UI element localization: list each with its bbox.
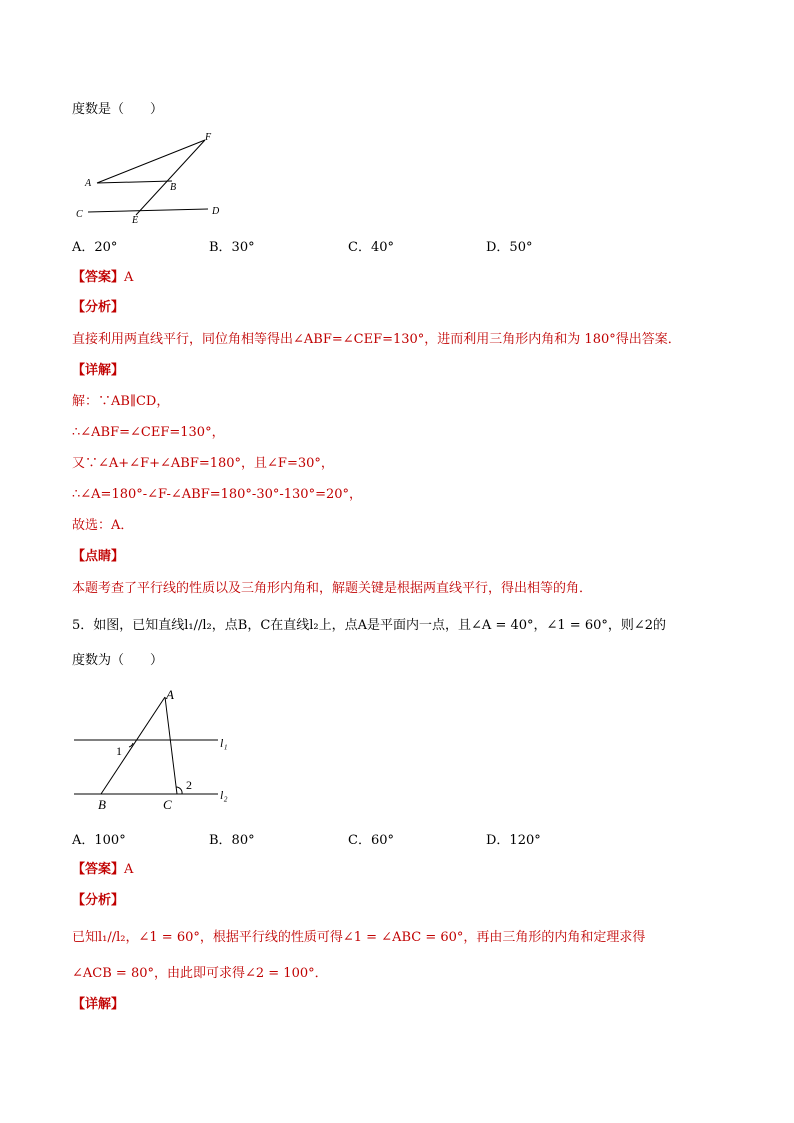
answer-value: A xyxy=(124,862,134,877)
answer-tag: 【答案】 xyxy=(72,270,125,285)
q4-option-d: D．50° xyxy=(486,240,533,255)
detail-line: 又∵∠A+∠F+∠ABF=180°，且∠F=30°， xyxy=(72,456,334,471)
q4-option-c: C．40° xyxy=(348,240,394,255)
label-e: E xyxy=(132,215,139,224)
answer-value: A xyxy=(124,270,134,285)
label-2: 2 xyxy=(186,778,192,792)
label-a: A xyxy=(85,178,92,189)
label-c: C xyxy=(163,797,172,812)
q5-figure xyxy=(72,683,242,815)
q5-option-a: A．100° xyxy=(72,833,126,848)
label-b: B xyxy=(98,797,106,812)
detail-tag: 【详解】 xyxy=(72,363,125,378)
label-1: 1 xyxy=(116,744,122,758)
q5-stem-line1: 5．如图，已知直线l₁//l₂，点B，C在直线l₂上，点A是平面内一点，且∠A = 40°，∠1 = 60°，则∠2的 xyxy=(72,618,667,633)
q5-option-d: D．120° xyxy=(486,833,541,848)
q4-answer-row xyxy=(72,269,133,287)
detail-line: ∴∠A=180°-∠F-∠ABF=180°-30°-130°=20°， xyxy=(72,487,363,502)
line-ac xyxy=(165,697,177,794)
q4-option-b: B．30° xyxy=(209,240,255,255)
q5-analysis-line2: ∠ACB = 80°，由此即可求得∠2 = 100°． xyxy=(72,966,328,981)
detail-line: 故选：A． xyxy=(72,518,134,533)
q4-comment: 本题考查了平行线的性质以及三角形内角和，解题关键是根据两直线平行，得出相等的角． xyxy=(72,581,593,596)
q5-option-c: C．60° xyxy=(348,833,394,848)
label-c: C xyxy=(76,209,83,220)
label-b: B xyxy=(170,182,177,193)
line-ab xyxy=(97,181,172,183)
detail-tag: 【详解】 xyxy=(72,997,125,1012)
label-f: F xyxy=(205,132,212,143)
line-af xyxy=(97,140,205,183)
q5-option-b: B．80° xyxy=(209,833,255,848)
q4-stem-tail: 度数是（ ） xyxy=(72,102,164,117)
analysis-tag: 【分析】 xyxy=(72,300,125,315)
line-cd xyxy=(88,209,208,212)
comment-tag: 【点睛】 xyxy=(72,549,125,564)
q4-option-a: A．20° xyxy=(72,240,118,255)
q4-figure xyxy=(72,128,232,224)
q5-answer-row xyxy=(72,861,133,879)
detail-line: 解：∵AB∥CD， xyxy=(72,394,170,409)
analysis-tag: 【分析】 xyxy=(72,893,125,908)
label-l1: l₁ xyxy=(220,736,228,750)
label-d: D xyxy=(212,206,220,217)
line-ab xyxy=(101,697,165,794)
q4-analysis: 直接利用两直线平行，同位角相等得出∠ABF=∠CEF=130°，进而利用三角形内角和为 180°得出答案． xyxy=(72,332,681,347)
label-l2: l₂ xyxy=(220,788,228,802)
detail-line: ∴∠ABF=∠CEF=130°， xyxy=(72,425,225,440)
q5-stem-line2: 度数为（ ） xyxy=(72,653,164,668)
line-fe xyxy=(136,140,205,215)
label-a: A xyxy=(166,687,174,702)
q5-analysis-line1: 已知l₁//l₂，∠1 = 60°，根据平行线的性质可得∠1 = ∠ABC = 60°，再由三角形的内角和定理求得 xyxy=(72,930,646,945)
answer-tag: 【答案】 xyxy=(72,862,125,877)
